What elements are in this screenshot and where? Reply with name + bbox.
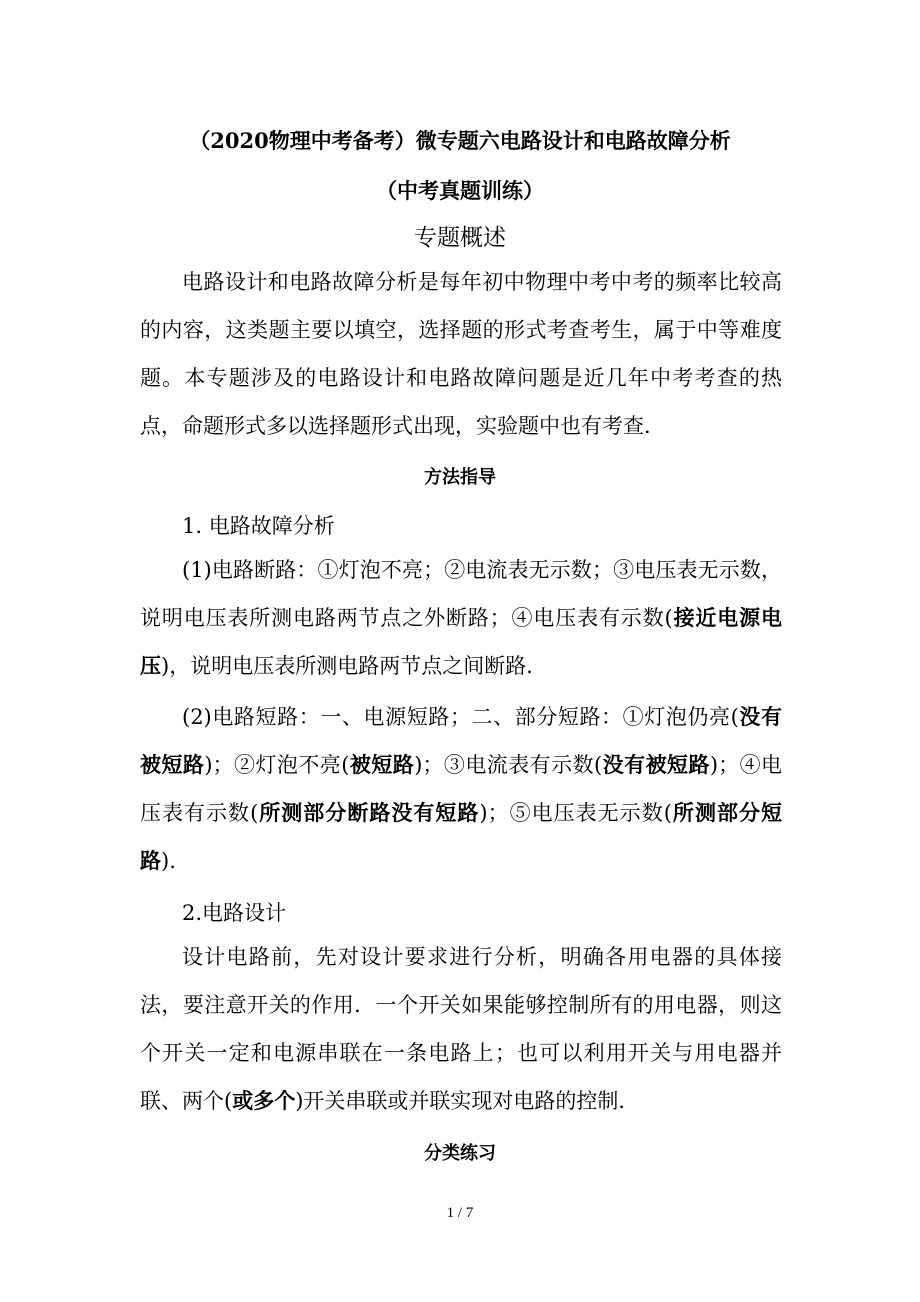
open-circuit-paragraph	[140, 546, 782, 690]
item2-heading: 2.电路设计	[182, 901, 287, 925]
p3-text-1: 设计电路前，先对设计要求进行分析，明确各用电器的具体接法，要注意开关的作用．一个开关如果能够控制所有的用电器，则这个开关一定和电源串联在一条电路上；也可以利用开关与用电器并联、两个(	[140, 945, 782, 1113]
p3-text-2: )开关串联或并联实现对电路的控制．	[295, 1089, 640, 1113]
document-subtitle: （中考真题训练）	[376, 178, 544, 203]
p2-text-6: ).	[161, 849, 176, 873]
overview-paragraph: 电路设计和电路故障分析是每年初中物理中考中考的频率比较高的内容，这类题主要以填空，选择题的形式考查考生，属于中等难度题。本专题涉及的电路设计和电路故障问题是近几年中考考查的热点，命题形式多以选择题形式出现，实验题中也有考查．	[140, 270, 782, 438]
p2-text-5: )；⑤电压表无示数(	[479, 801, 672, 825]
p2-bold-5: 所测部分短路	[140, 801, 782, 873]
section-heading-practice: 分类练习	[424, 1143, 496, 1164]
item1-heading: 1. 电路故障分析	[182, 514, 335, 538]
p1-text-1: (1)电路断路：①灯泡不亮；②电流表无示数；③电压表无示数，说明电压表所测电路两节点之外断路；④电压表有示数(	[140, 558, 782, 630]
p2-bold-2: 被短路	[349, 753, 415, 777]
p3-bold-1: 或多个	[232, 1089, 296, 1113]
p1-text-2: )，说明电压表所测电路两节点之间断路．	[161, 654, 548, 678]
document-title: （2020物理中考备考）微专题六电路设计和电路故障分析	[189, 128, 731, 153]
circuit-design-paragraph	[140, 933, 782, 1125]
section-heading-overview: 专题概述	[414, 225, 506, 251]
p2-bold-4: 所测部分断路没有短路	[258, 801, 480, 825]
p2-text-2: )；②灯泡不亮(	[204, 753, 350, 777]
p2-bold-1: 没有被短路	[140, 705, 783, 777]
p2-text-4: )；④电压表有示数(	[140, 753, 783, 825]
page-number: 1 / 7	[446, 1205, 474, 1221]
short-circuit-paragraph	[140, 693, 782, 885]
p2-text-3: )；③电流表有示数(	[414, 753, 603, 777]
section-heading-method: 方法指导	[424, 467, 496, 488]
p2-text-1: (2)电路短路：一、电源短路；二、部分短路：①灯泡仍亮(	[182, 705, 739, 729]
p1-bold-1: 接近电源电压	[140, 606, 782, 678]
p2-bold-3: 没有被短路	[602, 753, 710, 777]
